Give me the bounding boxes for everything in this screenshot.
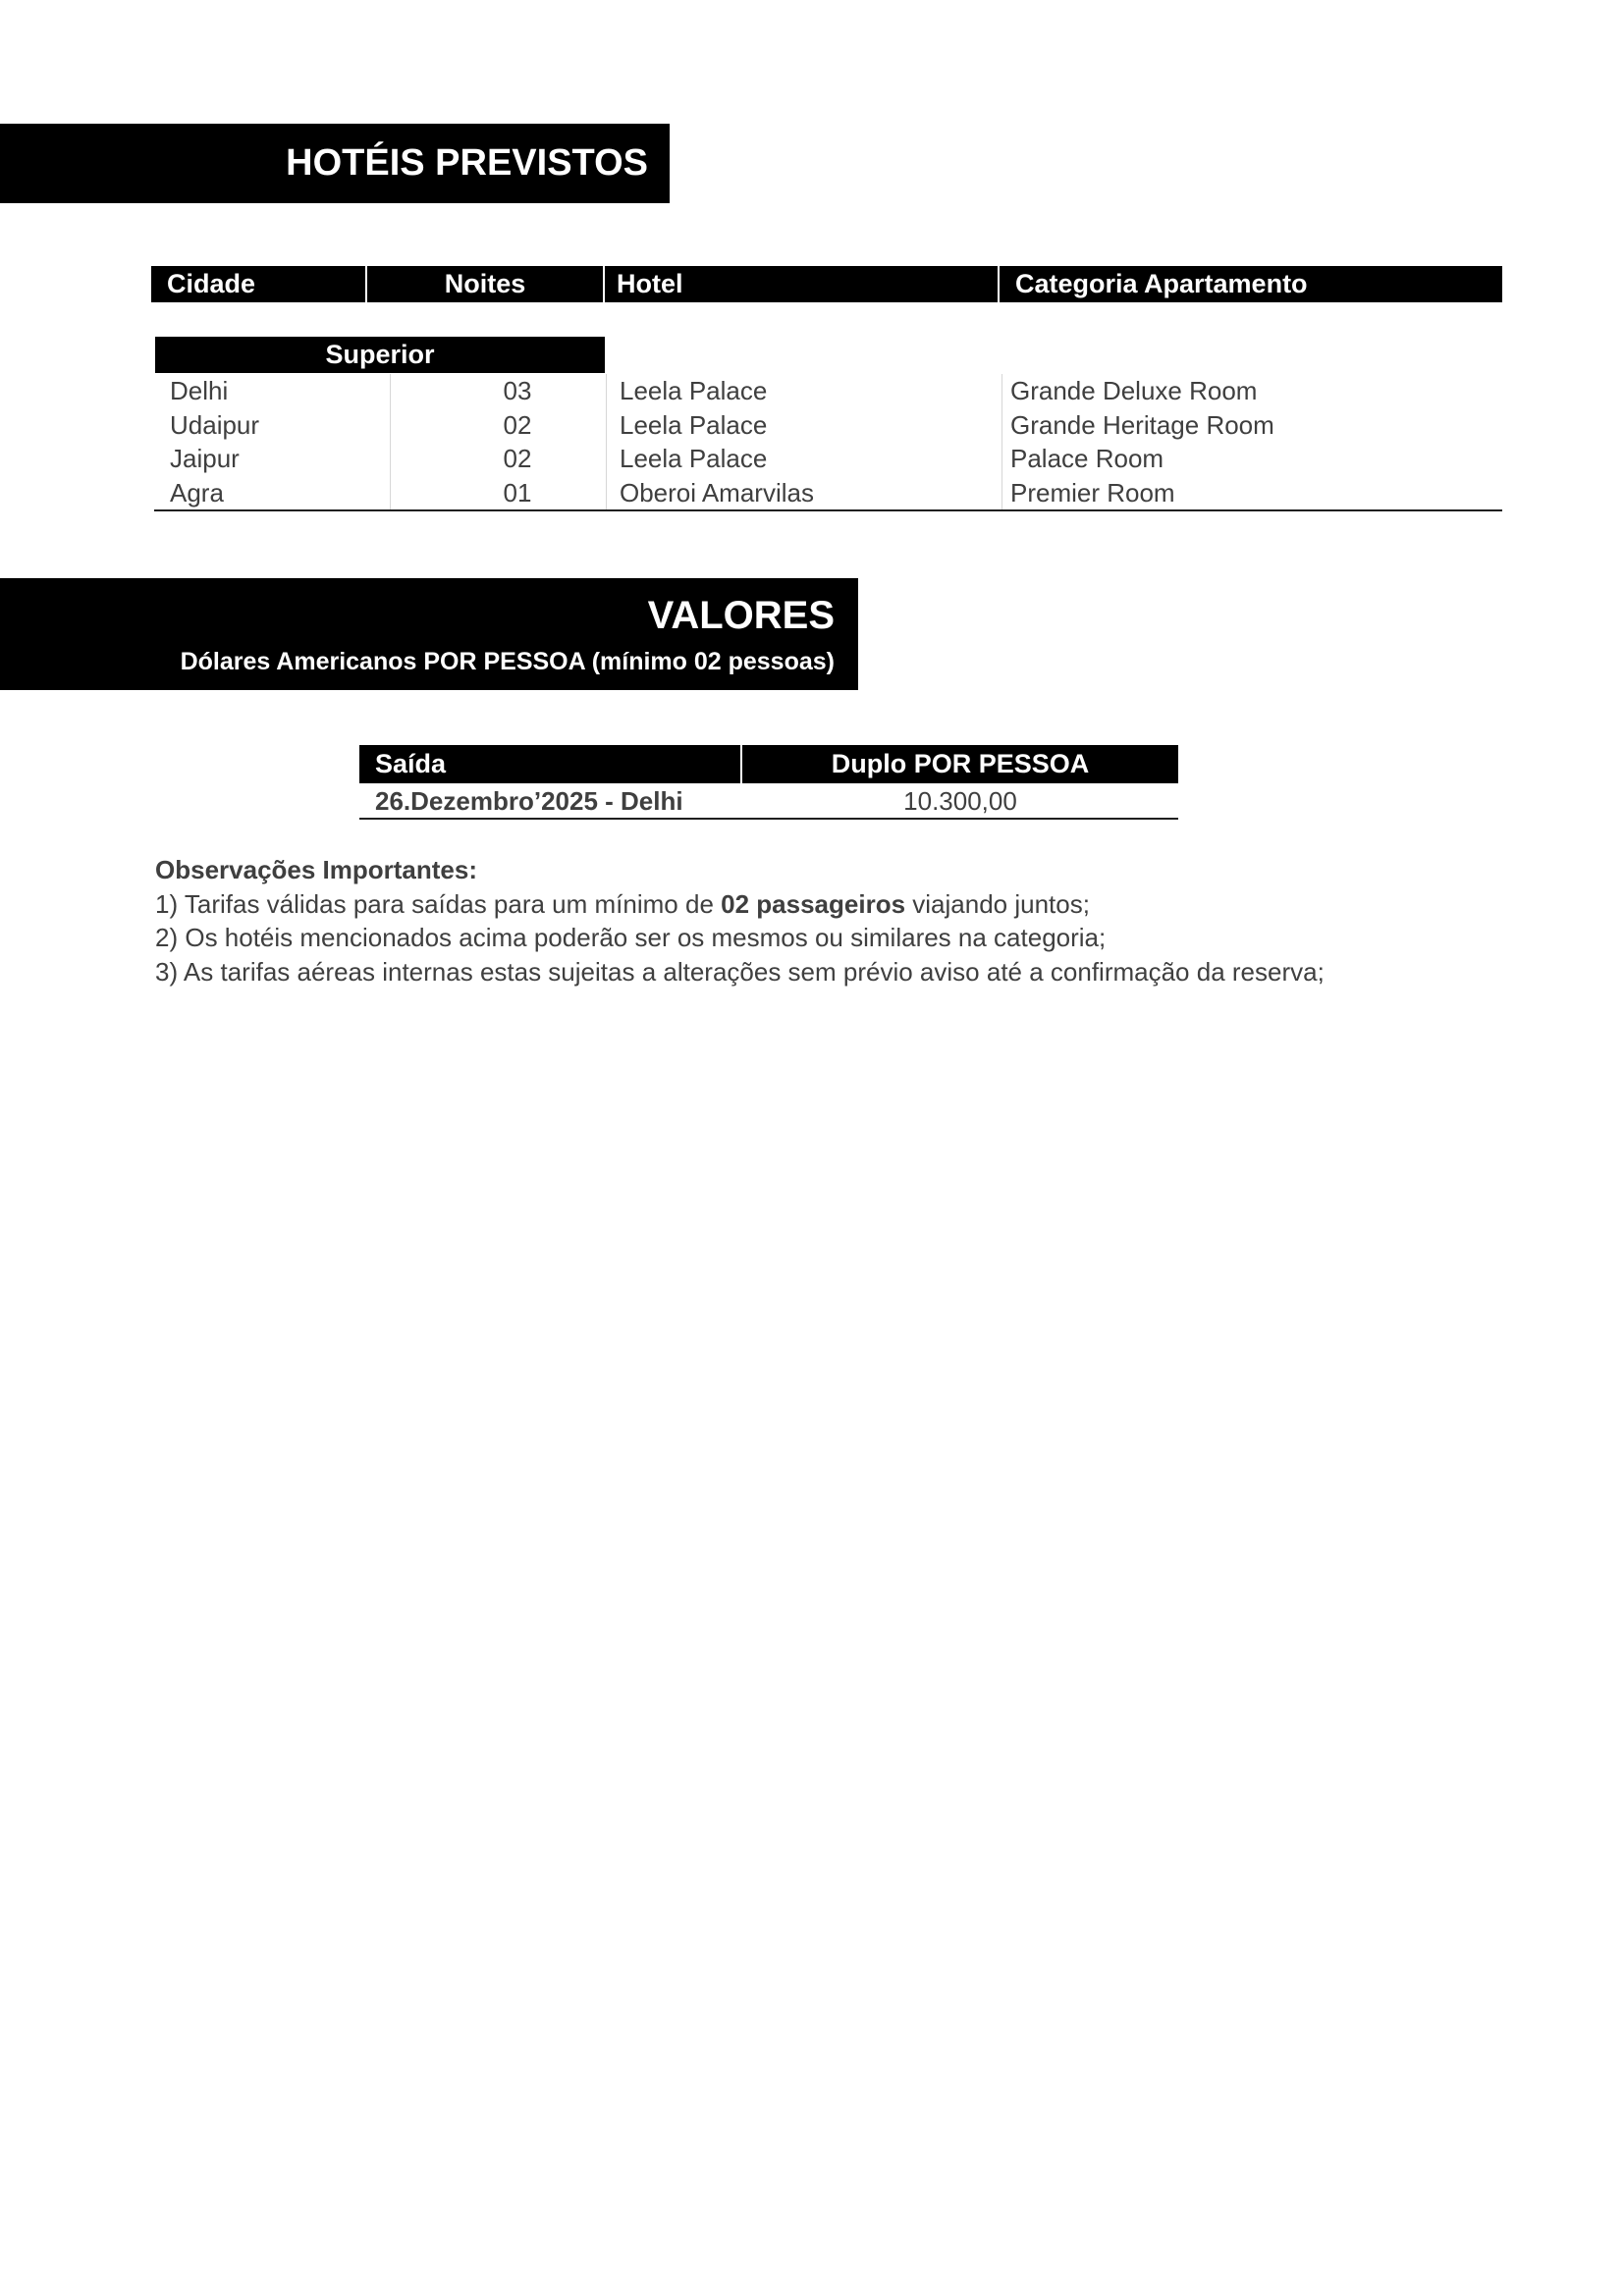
note-emphasis: 02 passageiros <box>721 888 906 919</box>
column-header-city: Cidade <box>151 266 365 302</box>
hotel-cell: Leela Palace <box>620 444 768 473</box>
hotels-table-body <box>154 374 1502 511</box>
table-row <box>154 408 1502 443</box>
hotel-cell: Oberoi Amarvilas <box>620 477 814 507</box>
nights-cell: 03 <box>503 376 532 405</box>
column-header-room-category: Categoria Apartamento <box>1000 266 1502 302</box>
nights-cell: 02 <box>503 444 532 473</box>
category-label: Superior <box>155 337 605 373</box>
room-category-cell: Grande Heritage Room <box>1010 409 1274 440</box>
values-section-title: VALORES <box>647 594 835 637</box>
room-category-cell: Grande Deluxe Room <box>1010 376 1258 405</box>
note-item <box>155 887 1432 922</box>
double-price-cell: 10.300,00 <box>903 786 1017 816</box>
nights-cell: 01 <box>503 477 532 507</box>
note-item: 3) As tarifas aéreas internas estas sujeitas a alterações sem prévio aviso até a confirmação da reserva; <box>155 956 1325 987</box>
notes-title: Observações Importantes: <box>155 855 478 884</box>
departure-cell: 26.Dezembro’2025 - Delhi <box>375 786 683 816</box>
values-section-banner <box>0 578 858 690</box>
table-row <box>154 374 1502 408</box>
room-category-cell: Premier Room <box>1010 477 1175 507</box>
nights-cell: 02 <box>503 409 532 440</box>
hotels-table-header <box>151 266 1502 302</box>
hotels-section-title: HOTÉIS PREVISTOS <box>0 124 670 203</box>
note-text: viajando juntos; <box>905 888 1090 919</box>
city-cell: Delhi <box>170 376 229 405</box>
city-cell: Jaipur <box>170 444 240 473</box>
table-row <box>154 442 1502 476</box>
note-text: 1) Tarifas válidas para saídas para um mínimo de <box>155 888 722 919</box>
values-section-subtitle: Dólares Americanos POR PESSOA (mínimo 02 pessoas) <box>180 648 835 675</box>
column-header-double-price: Duplo POR PESSOA <box>742 745 1178 783</box>
important-notes <box>155 853 1432 988</box>
hotel-cell: Leela Palace <box>620 409 768 440</box>
city-cell: Agra <box>170 477 224 507</box>
table-row <box>359 784 1178 820</box>
column-header-nights: Noites <box>367 266 603 302</box>
column-header-hotel: Hotel <box>605 266 998 302</box>
city-cell: Udaipur <box>170 409 260 440</box>
prices-table-header <box>359 745 1178 783</box>
note-item: 2) Os hotéis mencionados acima poderão ser os mesmos ou similares na categoria; <box>155 923 1107 952</box>
hotel-cell: Leela Palace <box>620 376 768 405</box>
room-category-cell: Palace Room <box>1010 444 1164 473</box>
column-header-departure: Saída <box>359 745 740 783</box>
table-row <box>154 476 1502 510</box>
